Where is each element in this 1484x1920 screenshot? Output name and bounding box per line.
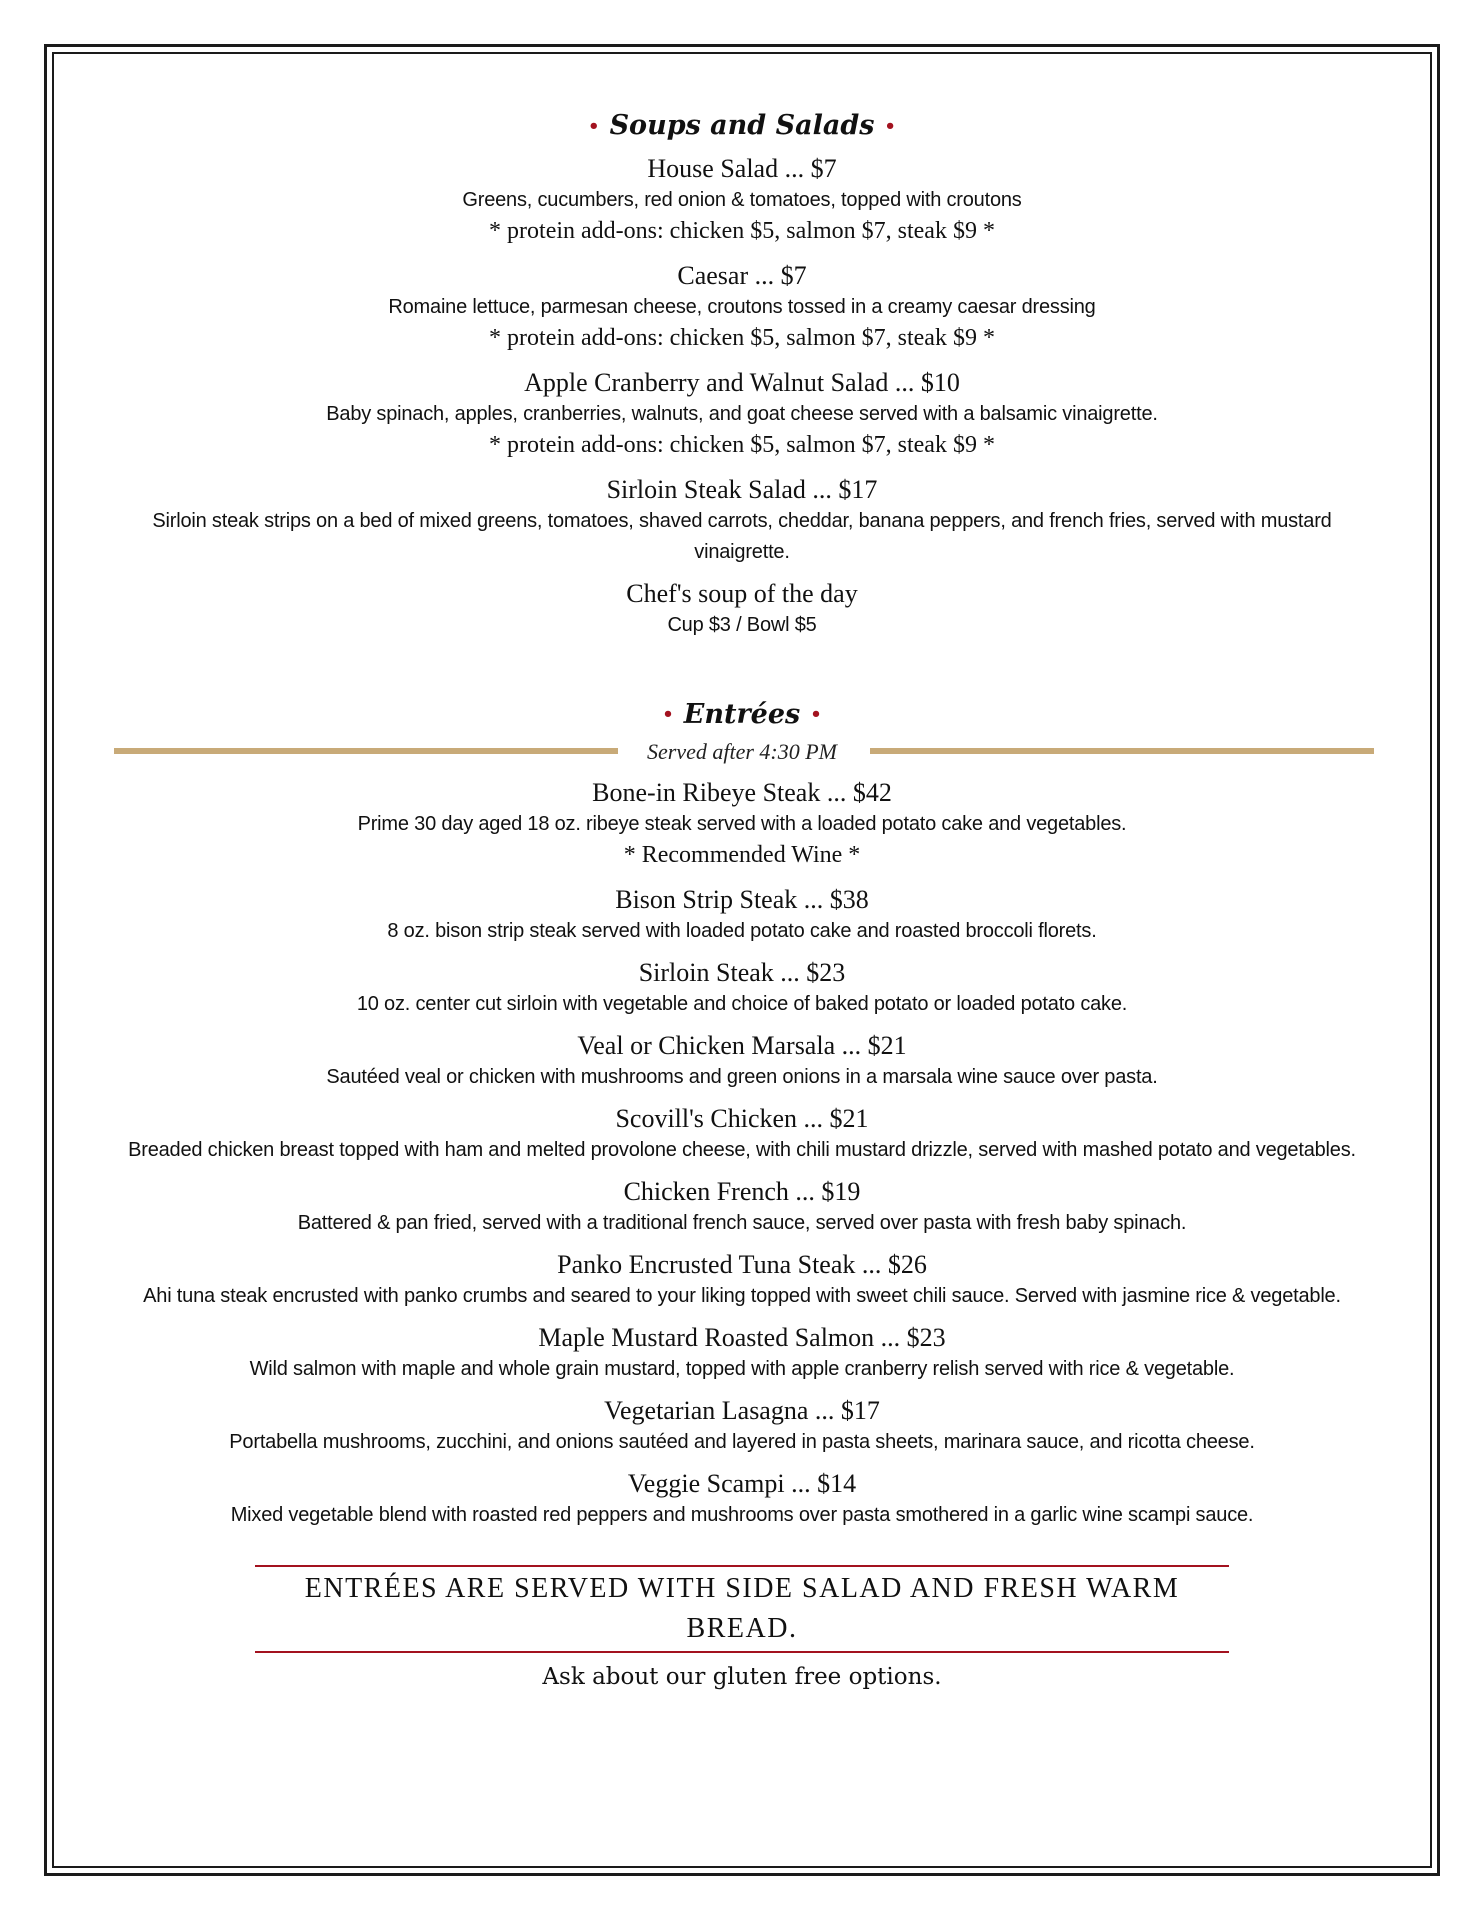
bullet-icon: • [884,115,896,137]
item-title: Maple Mustard Roasted Salmon ... $23 [538,1323,946,1352]
menu-item-sirloin [110,957,1374,1020]
soups-salads-heading-text: Soups and Salads [609,110,875,141]
menu-item-veggie-scampi [110,1468,1374,1531]
menu-page [110,108,1374,1695]
item-wine-note: * Recommended Wine * [623,842,861,868]
divider-right [870,748,1374,754]
menu-item-caesar [110,260,1374,353]
item-title: Veal or Chicken Marsala ... $21 [577,1031,907,1060]
served-note: Served after 4:30 PM [647,739,837,764]
item-title: Chef's soup of the day [626,578,858,608]
item-title: Scovill's Chicken ... $21 [615,1104,869,1133]
divider-left [114,748,618,754]
item-description: Romaine lettuce, parmesan cheese, croutons tossed in a creamy caesar dressing [388,295,1096,318]
item-title: Apple Cranberry and Walnut Salad ... $10 [524,367,960,397]
menu-item-bison [110,884,1374,947]
menu-item-tuna-steak [110,1249,1374,1312]
item-description: 10 oz. center cut sirloin with vegetable and choice of baked potato or loaded potato cake. [356,993,1128,1015]
gluten-free-note: Ask about our gluten free options. [542,1664,942,1690]
side-salad-banner: ENTRÉES ARE SERVED WITH SIDE SALAD AND FRESH WARM BREAD. [255,1565,1229,1653]
entrees-heading-text: Entrées [683,698,801,730]
menu-item-ribeye [110,777,1374,870]
menu-item-salmon [110,1322,1374,1385]
item-title: Caesar ... $7 [677,260,807,290]
item-title: House Salad ... $7 [647,153,837,183]
bullet-icon: • [810,704,822,725]
item-description: Portabella mushrooms, zucchini, and onions sautéed and layered in pasta sheets, marinara sauce, and ricotta cheese. [229,1431,1255,1453]
menu-item-chicken-french [110,1176,1374,1239]
menu-item-lasagna [110,1395,1374,1458]
item-description: Wild salmon with maple and whole grain mustard, topped with apple cranberry relish served with rice & vegetable. [249,1358,1235,1380]
item-title: Bison Strip Steak ... $38 [615,885,869,914]
item-description: Battered & pan fried, served with a traditional french sauce, served over pasta with fresh baby spinach. [297,1212,1187,1234]
soups-salads-heading [110,108,1374,145]
item-description: Mixed vegetable blend with roasted red peppers and mushrooms over pasta smothered in a garlic wine scampi sauce. [230,1504,1254,1526]
item-description: Cup $3 / Bowl $5 [667,613,817,636]
item-description: Baby spinach, apples, cranberries, walnuts, and goat cheese served with a balsamic vinaigrette. [326,402,1158,425]
item-title: Chicken French ... $19 [623,1177,861,1206]
item-description: Breaded chicken breast topped with ham and melted provolone cheese, with chili mustard drizzle, served with mashed potato and vegetables. [128,1139,1356,1161]
item-title: Sirloin Steak ... $23 [638,958,846,987]
menu-item-scovills-chicken [110,1103,1374,1166]
item-description: 8 oz. bison strip steak served with loaded potato cake and roasted broccoli florets. [387,920,1097,942]
menu-item-soup-of-day [110,578,1374,641]
item-addons: * protein add-ons: chicken $5, salmon $7, steak $9 * [489,431,995,458]
served-note-row [110,735,1374,769]
item-addons: * protein add-ons: chicken $5, salmon $7, steak $9 * [489,217,995,244]
entrees-header [110,697,1374,770]
menu-item-marsala [110,1030,1374,1093]
item-title: Veggie Scampi ... $14 [627,1469,857,1498]
item-description: Greens, cucumbers, red onion & tomatoes, topped with croutons [462,188,1022,211]
item-title: Vegetarian Lasagna ... $17 [604,1396,880,1425]
item-title: Sirloin Steak Salad ... $17 [606,474,878,504]
item-title: Bone-in Ribeye Steak ... $42 [592,778,892,807]
item-description: Sirloin steak strips on a bed of mixed greens, tomatoes, shaved carrots, cheddar, banana peppers, and french fries, served with mustard vinaigrette. [152,509,1332,563]
menu-item-house-salad [110,153,1374,246]
menu-item-sirloin-steak-salad [110,474,1374,568]
entrees-heading [110,697,1374,734]
bullet-icon: • [588,115,600,137]
bullet-icon: • [662,704,674,725]
item-addons: * protein add-ons: chicken $5, salmon $7, steak $9 * [489,324,995,351]
item-description: Prime 30 day aged 18 oz. ribeye steak served with a loaded potato cake and vegetables. [357,813,1127,835]
item-description: Ahi tuna steak encrusted with panko crumbs and seared to your liking topped with sweet chili sauce. Served with jasmine rice & vegetable. [143,1285,1341,1307]
item-description: Sautéed veal or chicken with mushrooms and green onions in a marsala wine sauce over pasta. [326,1066,1158,1088]
menu-item-apple-cranberry-salad [110,367,1374,460]
item-title: Panko Encrusted Tuna Steak ... $26 [557,1250,927,1279]
